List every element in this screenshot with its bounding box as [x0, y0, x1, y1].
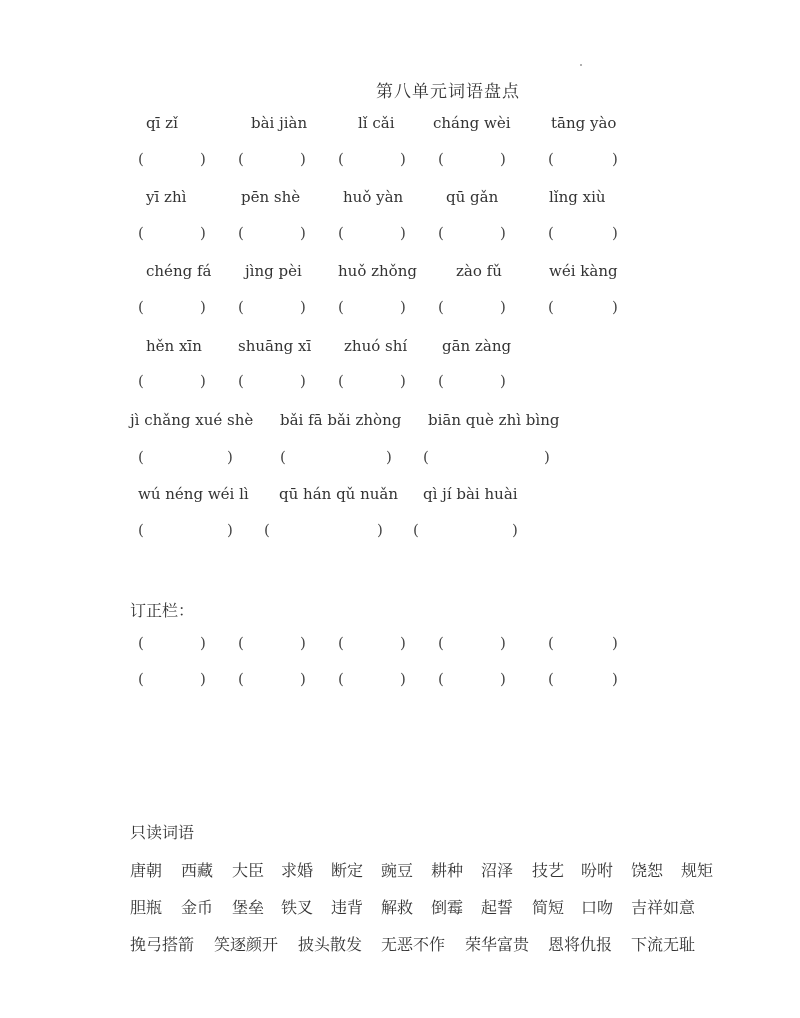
pinyin-label: qū gǎn	[446, 188, 499, 206]
answer-paren-open: (	[548, 150, 554, 168]
reading-word: 技艺	[532, 861, 565, 880]
answer-paren-open: (	[138, 372, 144, 390]
correction-paren-close: )	[300, 634, 306, 652]
answer-paren-open: (	[548, 298, 554, 316]
answer-paren-close: )	[612, 150, 618, 168]
reading-label: 只读词语	[130, 823, 195, 842]
pinyin-label: qū hán qǔ nuǎn	[279, 485, 399, 503]
correction-paren-close: )	[400, 670, 406, 688]
correction-paren-open: (	[138, 670, 144, 688]
pinyin-label: hěn xīn	[146, 337, 202, 355]
pinyin-label: qì jí bài huài	[423, 485, 518, 503]
reading-word: 违背	[331, 898, 364, 917]
correction-paren-open: (	[238, 634, 244, 652]
correction-paren-open: (	[548, 670, 554, 688]
answer-paren-close: )	[500, 298, 506, 316]
reading-word: 饶恕	[631, 861, 664, 880]
pinyin-label: pēn shè	[241, 188, 301, 206]
pinyin-label: huǒ zhǒng	[338, 262, 417, 280]
answer-paren-close: )	[612, 298, 618, 316]
answer-paren-close: )	[200, 150, 206, 168]
answer-paren-close: )	[612, 224, 618, 242]
answer-paren-open: (	[338, 372, 344, 390]
answer-paren-open: (	[138, 448, 144, 466]
answer-paren-open: (	[238, 150, 244, 168]
answer-paren-close: )	[300, 298, 306, 316]
answer-paren-open: (	[238, 372, 244, 390]
correction-label: 订正栏：	[130, 601, 195, 620]
correction-paren-close: )	[300, 670, 306, 688]
pinyin-label: zào fǔ	[456, 262, 502, 280]
reading-word: 起誓	[481, 898, 514, 917]
reading-word: 简短	[532, 898, 565, 917]
pinyin-label: yī zhì	[146, 188, 187, 206]
correction-paren-open: (	[338, 634, 344, 652]
reading-word: 解救	[381, 898, 414, 917]
answer-paren-open: (	[338, 298, 344, 316]
reading-word: 堡垒	[232, 898, 265, 917]
pinyin-label: jìng pèi	[245, 262, 302, 280]
pinyin-label: qī zǐ	[146, 114, 178, 132]
page-title: 第八单元词语盘点	[376, 82, 520, 102]
pinyin-label: bǎi fā bǎi zhòng	[280, 411, 402, 429]
pinyin-label: shuāng xī	[238, 337, 312, 355]
pinyin-label: tāng yào	[551, 114, 617, 132]
answer-paren-close: )	[200, 298, 206, 316]
correction-paren-open: (	[548, 634, 554, 652]
answer-paren-close: )	[227, 448, 233, 466]
reading-word: 耕种	[431, 861, 464, 880]
reading-word: 笑逐颜开	[214, 935, 279, 954]
answer-paren-close: )	[300, 224, 306, 242]
answer-paren-open: (	[438, 224, 444, 242]
reading-word: 断定	[331, 861, 364, 880]
answer-paren-close: )	[500, 372, 506, 390]
answer-paren-open: (	[338, 150, 344, 168]
pinyin-label: cháng wèi	[433, 114, 511, 132]
answer-paren-close: )	[500, 224, 506, 242]
answer-paren-open: (	[138, 298, 144, 316]
answer-paren-open: (	[138, 150, 144, 168]
answer-paren-open: (	[138, 521, 144, 539]
correction-paren-open: (	[338, 670, 344, 688]
reading-word: 唐朝	[130, 861, 163, 880]
scan-speck	[580, 64, 582, 66]
reading-word: 吉祥如意	[631, 898, 696, 917]
answer-paren-close: )	[377, 521, 383, 539]
pinyin-label: biān què zhì bìng	[428, 411, 560, 429]
answer-paren-close: )	[400, 298, 406, 316]
reading-word: 金币	[181, 898, 214, 917]
correction-paren-close: )	[400, 634, 406, 652]
pinyin-label: bài jiàn	[251, 114, 308, 132]
correction-paren-close: )	[612, 670, 618, 688]
answer-paren-open: (	[438, 372, 444, 390]
pinyin-label: lǐ cǎi	[358, 114, 395, 132]
answer-paren-open: (	[280, 448, 286, 466]
answer-paren-close: )	[227, 521, 233, 539]
reading-word: 吩咐	[581, 861, 614, 880]
answer-paren-close: )	[400, 150, 406, 168]
answer-paren-close: )	[300, 150, 306, 168]
pinyin-label: jì chǎng xué shè	[130, 411, 254, 429]
reading-word: 荣华富贵	[465, 935, 530, 954]
reading-word: 规矩	[681, 861, 714, 880]
reading-word: 铁叉	[281, 898, 314, 917]
answer-paren-close: )	[200, 224, 206, 242]
answer-paren-open: (	[438, 150, 444, 168]
correction-paren-open: (	[438, 634, 444, 652]
answer-paren-open: (	[548, 224, 554, 242]
answer-paren-close: )	[300, 372, 306, 390]
reading-word: 西藏	[181, 861, 214, 880]
pinyin-label: lǐng xiù	[549, 188, 606, 206]
answer-paren-open: (	[138, 224, 144, 242]
reading-word: 倒霉	[431, 898, 464, 917]
reading-word: 口吻	[581, 898, 614, 917]
correction-paren-close: )	[200, 634, 206, 652]
answer-paren-close: )	[500, 150, 506, 168]
answer-paren-close: )	[386, 448, 392, 466]
reading-word: 下流无耻	[631, 935, 696, 954]
answer-paren-close: )	[400, 372, 406, 390]
correction-paren-open: (	[238, 670, 244, 688]
pinyin-label: chéng fá	[146, 262, 212, 280]
answer-paren-close: )	[400, 224, 406, 242]
correction-paren-open: (	[438, 670, 444, 688]
pinyin-label: wú néng wéi lì	[138, 485, 249, 503]
reading-word: 无恶不作	[381, 935, 446, 954]
answer-paren-open: (	[338, 224, 344, 242]
correction-paren-close: )	[612, 634, 618, 652]
answer-paren-close: )	[544, 448, 550, 466]
pinyin-label: zhuó shí	[344, 337, 408, 355]
reading-word: 豌豆	[381, 861, 414, 880]
correction-paren-open: (	[138, 634, 144, 652]
reading-word: 挽弓搭箭	[130, 935, 195, 954]
answer-paren-open: (	[238, 224, 244, 242]
answer-paren-open: (	[264, 521, 270, 539]
reading-word: 沼泽	[481, 861, 514, 880]
reading-word: 披头散发	[298, 935, 363, 954]
reading-word: 恩将仇报	[548, 935, 613, 954]
answer-paren-close: )	[512, 521, 518, 539]
answer-paren-open: (	[423, 448, 429, 466]
answer-paren-open: (	[438, 298, 444, 316]
pinyin-label: gān zàng	[442, 337, 512, 355]
reading-word: 求婚	[281, 861, 314, 880]
correction-paren-close: )	[500, 670, 506, 688]
answer-paren-open: (	[413, 521, 419, 539]
pinyin-label: huǒ yàn	[343, 188, 404, 206]
correction-paren-close: )	[500, 634, 506, 652]
answer-paren-close: )	[200, 372, 206, 390]
reading-word: 胆瓶	[130, 898, 163, 917]
reading-word: 大臣	[232, 861, 265, 880]
correction-paren-close: )	[200, 670, 206, 688]
pinyin-label: wéi kàng	[549, 262, 618, 280]
answer-paren-open: (	[238, 298, 244, 316]
